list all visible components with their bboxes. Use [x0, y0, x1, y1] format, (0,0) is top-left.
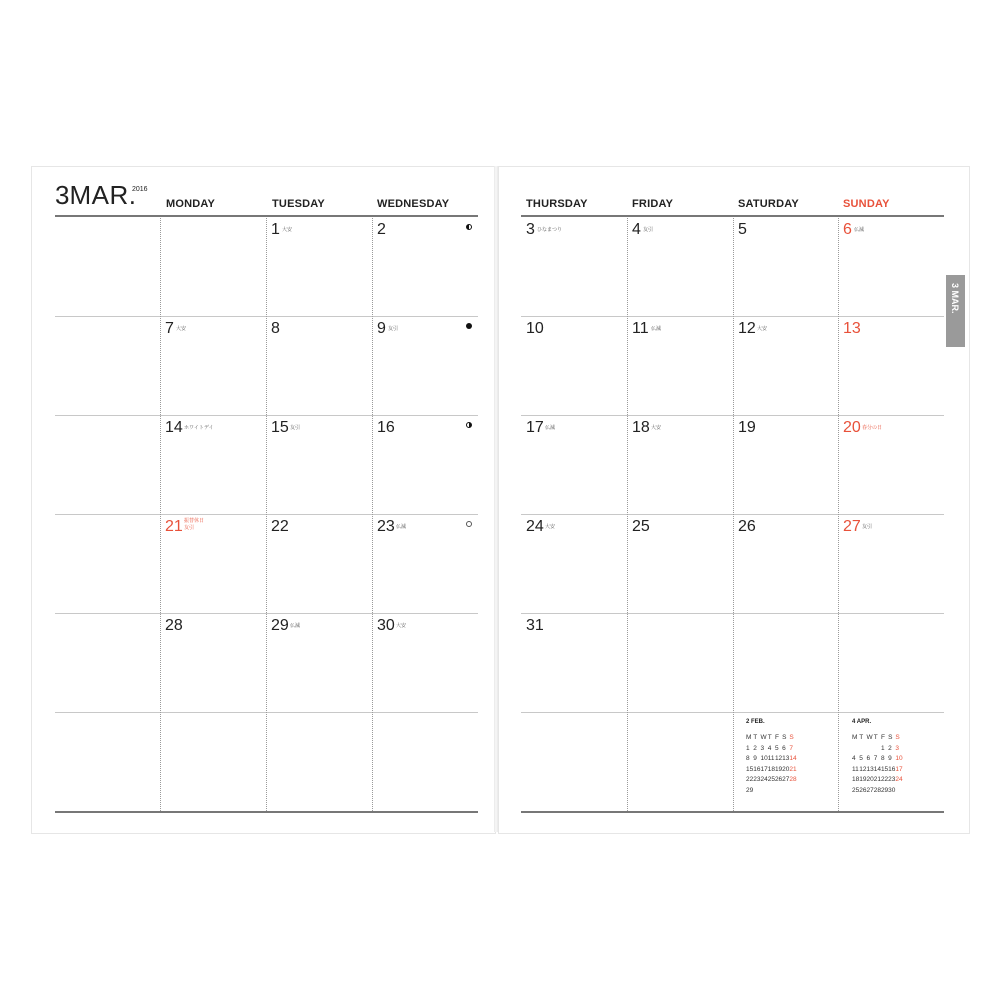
day-note: 友引	[290, 425, 301, 431]
day-number: 6	[843, 221, 852, 238]
weekday-thursday: THURSDAY	[526, 198, 588, 210]
mini-calendar-day: 7	[789, 744, 794, 752]
mini-calendar-day: 23	[888, 776, 896, 783]
mini-calendar-weekday: T	[873, 734, 878, 741]
mini-calendar-day: 5	[859, 755, 863, 762]
day-note: 友引	[388, 326, 399, 332]
day-number: 22	[271, 518, 289, 535]
mini-calendar-day: 10	[895, 755, 903, 762]
mini-calendar-day: 18	[852, 776, 860, 783]
month-title	[55, 180, 148, 211]
day-note: 大安	[757, 326, 768, 332]
mini-calendar-day	[859, 745, 866, 756]
mini-calendar-day: 19	[859, 776, 867, 783]
moon-phase-icon	[466, 224, 472, 230]
day-number: 26	[738, 518, 756, 535]
day-note-secondary: 友引	[184, 525, 195, 531]
moon-phase-icon	[466, 521, 472, 527]
day-number: 12	[738, 320, 756, 337]
day-note: 仏滅	[290, 623, 301, 629]
mini-calendar-day: 11	[852, 765, 859, 773]
mini-calendar-weekday: T	[767, 734, 772, 741]
day-note: 春分の日	[862, 425, 883, 431]
mini-calendar-table	[746, 734, 797, 797]
day-note: 仏滅	[396, 524, 407, 530]
mini-calendar-day: 4	[767, 744, 772, 752]
day-number: 13	[843, 320, 861, 337]
mini-calendar-day	[789, 787, 796, 798]
mini-calendar-day: 29	[746, 786, 754, 794]
mini-calendar-day: 24	[760, 776, 768, 783]
mini-calendar-day: 20	[782, 765, 790, 773]
mini-calendar-day: 20	[866, 776, 874, 783]
mini-calendar-day	[895, 787, 902, 798]
mini-calendar-day: 16	[888, 765, 896, 773]
mini-calendar-day: 9	[888, 755, 892, 762]
mini-calendar-day: 16	[753, 765, 761, 773]
day-note: 大安	[282, 227, 293, 233]
day-number: 16	[377, 419, 395, 436]
mini-calendar-day: 26	[859, 786, 867, 794]
mini-calendar-weekday: F	[774, 734, 779, 741]
day-number: 14	[165, 419, 183, 436]
day-number: 31	[526, 617, 544, 634]
day-note: ホワイトデイ	[184, 425, 214, 431]
mini-calendar-day: 26	[774, 776, 783, 783]
mini-calendar-day: 28	[789, 776, 797, 783]
day-number: 4	[632, 221, 641, 238]
day-number: 24	[526, 518, 544, 535]
moon-phase-icon	[466, 323, 472, 329]
mini-calendar-day	[874, 745, 881, 756]
mini-calendar-day: 14	[789, 755, 797, 762]
mini-calendar-day: 14	[873, 765, 881, 773]
day-note: ひなまつり	[537, 227, 563, 233]
mini-calendar-weekday: W	[760, 734, 767, 741]
weekday-friday: FRIDAY	[632, 198, 674, 210]
moon-phase-icon	[466, 422, 472, 428]
mini-calendar-day: 21	[873, 776, 881, 783]
month-number: 3	[55, 180, 70, 210]
weekday-monday: MONDAY	[166, 198, 216, 210]
day-number: 25	[632, 518, 650, 535]
day-number: 15	[271, 419, 289, 436]
day-note: 大安	[545, 524, 556, 530]
mini-calendar-day: 27	[866, 786, 874, 794]
mini-calendar-day: 22	[880, 776, 889, 783]
mini-calendar-day: 2	[888, 744, 892, 752]
weekday-saturday: SATURDAY	[738, 198, 799, 210]
mini-calendar-day	[852, 745, 859, 756]
day-number: 8	[271, 320, 280, 337]
month-index-tab[interactable]	[946, 275, 965, 347]
month-index-tab-label: 3 MAR.	[950, 283, 960, 314]
mini-calendar-day: 19	[774, 765, 783, 773]
mini-calendar-day: 24	[895, 776, 903, 783]
mini-calendar-weekday: T	[859, 734, 864, 741]
mini-calendar-day	[753, 787, 760, 798]
mini-calendar-day: 17	[895, 765, 903, 773]
day-note: 大安	[651, 425, 662, 431]
day-number: 28	[165, 617, 183, 634]
mini-calendar-weekday: S	[782, 734, 787, 741]
day-number: 7	[165, 320, 174, 337]
day-number: 5	[738, 221, 747, 238]
weekday-sunday: SUNDAY	[843, 198, 890, 210]
mini-calendar-day: 22	[746, 776, 754, 783]
mini-calendar-day: 8	[880, 755, 885, 762]
day-number: 30	[377, 617, 395, 634]
mini-calendar-day: 30	[888, 786, 896, 794]
day-note: 仏滅	[651, 326, 662, 332]
day-number: 10	[526, 320, 544, 337]
bottom-rule-left	[55, 811, 478, 813]
mini-calendar-table	[852, 734, 903, 797]
mini-calendar-title: 2 FEB.	[746, 719, 765, 725]
day-number: 3	[526, 221, 535, 238]
mini-calendar-day	[760, 787, 767, 798]
year-label: 2016	[132, 186, 148, 193]
day-note: 友引	[643, 227, 654, 233]
day-number: 29	[271, 617, 289, 634]
day-number: 27	[843, 518, 861, 535]
day-number: 1	[271, 221, 280, 238]
mini-calendar-weekday: W	[866, 734, 873, 741]
day-note: 振替休日	[184, 518, 205, 524]
page-gutter	[494, 166, 498, 832]
mini-calendar-day: 4	[852, 755, 856, 762]
mini-calendar-day: 5	[774, 744, 779, 752]
mini-calendar-day: 13	[782, 755, 790, 762]
day-note: 大安	[396, 623, 407, 629]
day-number: 11	[632, 320, 649, 337]
mini-calendar-day: 25	[852, 786, 860, 794]
day-number: 2	[377, 221, 386, 238]
mini-calendar-day	[775, 787, 782, 798]
day-cell[interactable]	[266, 316, 372, 415]
mini-calendar-day: 1	[746, 744, 750, 752]
day-number: 18	[632, 419, 650, 436]
mini-calendar-day: 6	[866, 755, 871, 762]
mini-calendar-day: 10	[760, 755, 768, 762]
mini-calendar-weekday: S	[888, 734, 893, 741]
mini-calendar-day: 15	[746, 765, 754, 773]
weekday-tuesday: TUESDAY	[272, 198, 325, 210]
mini-calendar-title: 4 APR.	[852, 719, 872, 725]
day-number: 17	[526, 419, 544, 436]
mini-calendar-day: 7	[873, 755, 878, 762]
bottom-rule-right	[521, 811, 944, 813]
mini-calendar-day: 28	[873, 786, 881, 794]
mini-calendar-day: 27	[782, 776, 790, 783]
day-cell[interactable]	[733, 217, 838, 316]
mini-calendar-weekday: S	[789, 734, 794, 741]
day-number: 21	[165, 518, 183, 535]
mini-calendar-weekday: S	[895, 734, 900, 741]
mini-calendar-day	[768, 787, 775, 798]
day-number: 19	[738, 419, 756, 436]
mini-calendar-weekday: M	[852, 734, 858, 741]
month-name: MAR.	[69, 180, 137, 210]
day-number: 20	[843, 419, 861, 436]
mini-calendar-day: 1	[880, 744, 885, 752]
day-note: 友引	[862, 524, 873, 530]
mini-calendar-day: 8	[746, 755, 750, 762]
mini-calendar-day: 2	[753, 744, 757, 752]
mini-calendar-day: 25	[767, 776, 775, 783]
mini-calendar-day: 18	[767, 765, 775, 773]
mini-calendar-weekday: M	[746, 734, 752, 741]
mini-calendar-day: 11	[767, 755, 775, 762]
day-note: 大安	[176, 326, 187, 332]
mini-calendar-day: 23	[753, 776, 761, 783]
mini-calendar-day: 29	[880, 786, 889, 794]
day-number: 23	[377, 518, 395, 535]
mini-calendar-day: 12	[859, 765, 867, 773]
mini-calendar-day: 9	[753, 755, 757, 762]
mini-calendar-day: 12	[774, 755, 783, 762]
mini-calendar-weekday: T	[753, 734, 758, 741]
day-note: 仏滅	[854, 227, 865, 233]
mini-calendar-day: 21	[789, 765, 797, 773]
mini-calendar-day: 6	[782, 744, 786, 752]
day-cell[interactable]	[372, 217, 477, 316]
mini-calendar-day: 3	[895, 744, 900, 752]
day-number: 9	[377, 320, 386, 337]
mini-calendar-day	[782, 787, 789, 798]
weekday-wednesday: WEDNESDAY	[377, 198, 450, 210]
mini-calendar-weekday: F	[880, 734, 885, 741]
day-note: 仏滅	[545, 425, 556, 431]
mini-calendar-day: 13	[866, 765, 874, 773]
mini-calendar-day	[866, 745, 873, 756]
mini-calendar-day: 15	[880, 765, 889, 773]
mini-calendar-day: 17	[760, 765, 768, 773]
mini-calendar-day: 3	[760, 744, 765, 752]
